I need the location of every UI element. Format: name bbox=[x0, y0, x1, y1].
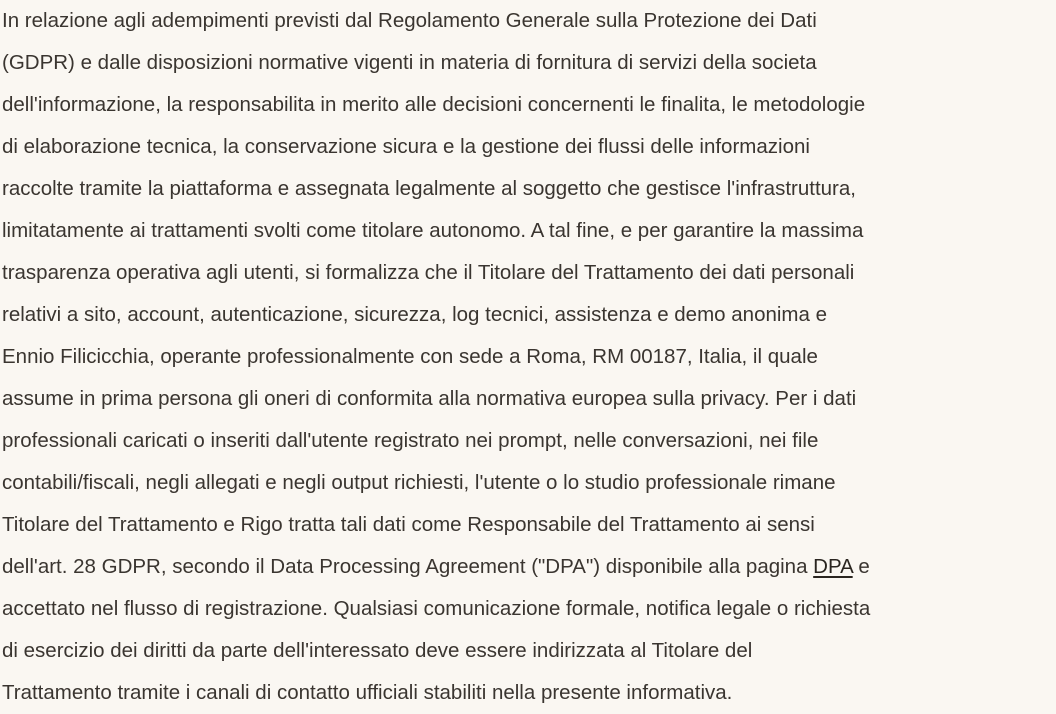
text-line: (GDPR) e dalle disposizioni normative vigenti in materia di fornitura di servizi della societa bbox=[2, 51, 817, 74]
text-line: trasparenza operativa agli utenti, si formalizza che il Titolare del Trattamento dei dati personali bbox=[2, 261, 855, 284]
text-line: Titolare del Trattamento e Rigo tratta tali dati come Responsabile del Trattamento ai sensi bbox=[2, 513, 815, 536]
dpa-line-after: e bbox=[852, 555, 870, 578]
text-line: In relazione agli adempimenti previsti dal Regolamento Generale sulla Protezione dei Dati bbox=[2, 9, 817, 32]
text-line: professionali caricati o inseriti dall'utente registrato nei prompt, nelle conversazioni, nei file bbox=[2, 429, 819, 452]
text-line: raccolte tramite la piattaforma e assegnata legalmente al soggetto che gestisce l'infrastruttura, bbox=[2, 177, 856, 200]
dpa-line-before: dell'art. 28 GDPR, secondo il Data Processing Agreement ("DPA") disponibile alla pagina bbox=[2, 555, 814, 578]
text-line: accettato nel flusso di registrazione. Qualsiasi comunicazione formale, notifica legale o richiesta bbox=[2, 597, 871, 620]
text-line: relativi a sito, account, autenticazione, sicurezza, log tecnici, assistenza e demo anonima e bbox=[2, 303, 827, 326]
text-line: dell'informazione, la responsabilita in merito alle decisioni concernenti le finalita, le metodologie bbox=[2, 93, 866, 116]
text-line: di elaborazione tecnica, la conservazione sicura e la gestione dei flussi delle informazioni bbox=[2, 135, 810, 158]
text-line: Ennio Filicicchia, operante professionalmente con sede a Roma, RM 00187, Italia, il quale bbox=[2, 345, 818, 368]
text-line-with-dpa-link bbox=[2, 546, 1056, 588]
text-line: Trattamento tramite i canali di contatto ufficiali stabiliti nella presente informativa. bbox=[2, 681, 733, 704]
text-line: assume in prima persona gli oneri di conformita alla normativa europea sulla privacy. Per i dati bbox=[2, 387, 857, 410]
text-line: limitatamente ai trattamenti svolti come titolare autonomo. A tal fine, e per garantire la massima bbox=[2, 219, 864, 242]
dpa-link[interactable]: DPA bbox=[813, 555, 853, 578]
text-line: di esercizio dei diritti da parte dell'interessato deve essere indirizzata al Titolare del bbox=[2, 639, 753, 662]
text-line: contabili/fiscali, negli allegati e negli output richiesti, l'utente o lo studio professionale rimane bbox=[2, 471, 836, 494]
